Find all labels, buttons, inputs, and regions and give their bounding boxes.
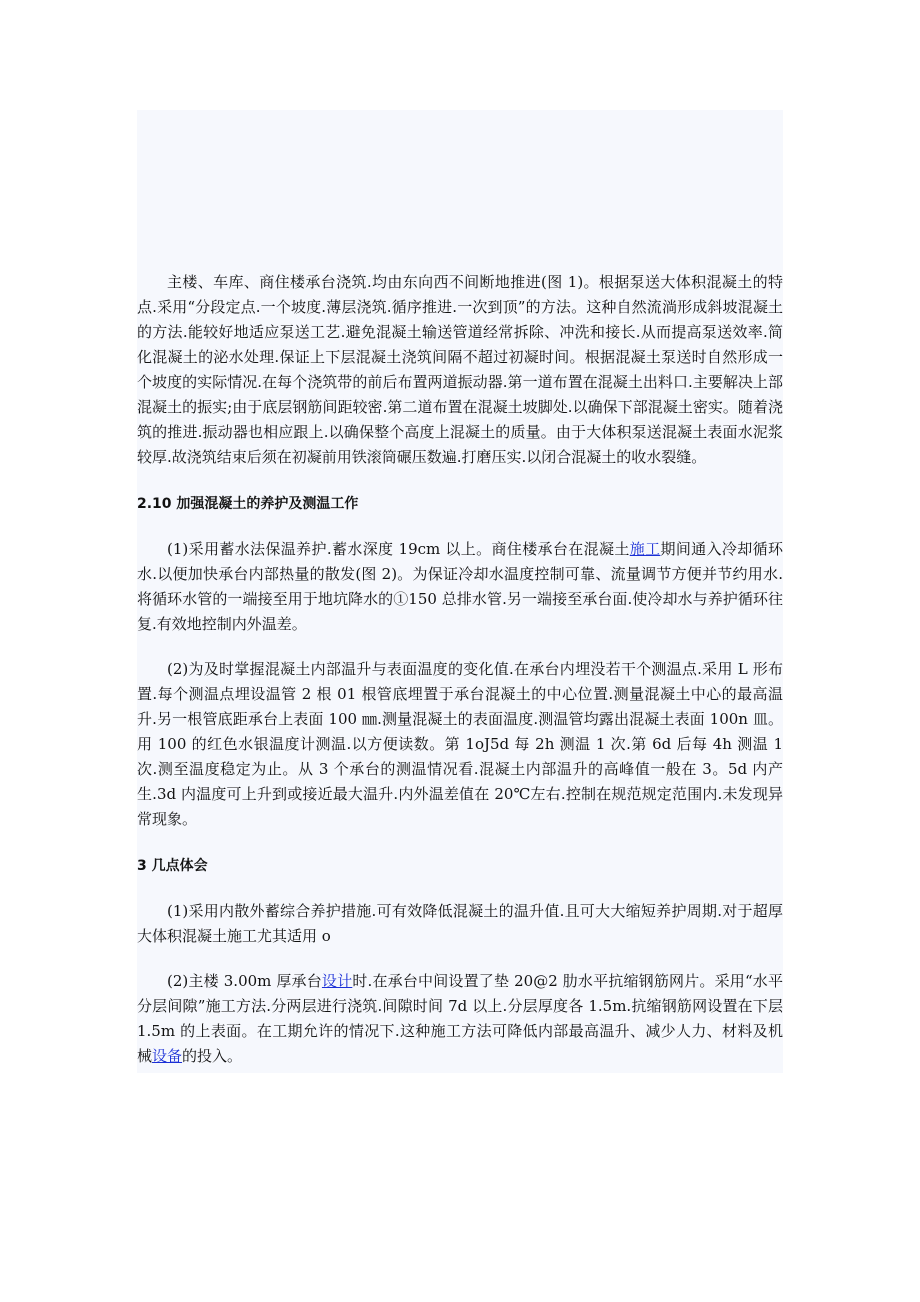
document-body <box>137 110 783 1073</box>
paragraph-text: 的投入。 <box>182 1047 243 1065</box>
paragraph-text: (2)主楼 3.00m 厚承台 <box>167 972 322 990</box>
paragraph-text: (1)采用蓄水法保温养护.蓄水深度 19cm 以上。商住楼承台在混凝土 <box>167 540 630 558</box>
paragraph-text: 时.在承台中间设置了垫 20@2 肋水平抗缩钢筋网片。采用“水平分层间隙”施工方法.分两层进行浇筑.间隙时间 7d 以上.分层厚度各 1.5m.抗缩钢筋网设置在下层 1.5m 的上表面。在工期允许的情况下.这种施工方法可降低内部最高温升、减少人力、材料及机械 <box>137 972 783 1065</box>
link-construction[interactable]: 施工 <box>629 540 661 558</box>
section-heading-2-10: 2.10 加强混凝土的养护及测温工作 <box>137 496 359 512</box>
paragraph-text: 期间通入冷却循环水.以便加快承台内部热量的散发(图 2)。为保证冷却水温度控制可靠、流量调节方便并节约用水.将循环水管的一端接至用于地坑降水的①150 总排水管.另一端接至承台面.使冷却水与养护循环往复.有效地控制内外温差。 <box>137 540 783 633</box>
paragraph-experience-1: (1)采用内散外蓄综合养护措施.可有效降低混凝土的温升值.且可大大缩短养护周期.对于超厚大体积混凝土施工尤其适用 o <box>137 902 783 945</box>
section-heading-3: 3 几点体会 <box>137 858 208 874</box>
paragraph-curing-1 <box>137 537 783 637</box>
paragraph-experience-2 <box>137 969 783 1069</box>
image-placeholder <box>137 110 783 270</box>
paragraph-pouring: 主楼、车库、商住楼承台浇筑.均由东向西不间断地推进(图 1)。根据泵送大体积混凝土的特点.采用“分段定点.一个坡度.薄层浇筑.循序推进.一次到顶”的方法。这种自然流淌形成斜坡混凝土的方法.能较好地适应泵送工艺.避免混凝土输送管道经常拆除、冲洗和接长.从而提高泵送效率.简化混凝土的泌水处理.保证上下层混凝土浇筑间隔不超过初凝时间。根据混凝土泵送时自然形成一个坡度的实际情况.在每个浇筑带的前后布置两道振动器.第一道布置在混凝土出料口.主要解决上部混凝土的振实;由于底层钢筋间距较密.第二道布置在混凝土坡脚处.以确保下部混凝土密实。随着浇筑的推进.振动器也相应跟上.以确保整个高度上混凝土的质量。由于大体积泵送混凝土表面水泥浆较厚.故浇筑结束后须在初凝前用铁滚筒碾压数遍.打磨压实.以闭合混凝土的收水裂缝。 <box>137 273 783 466</box>
paragraph-temperature-2: (2)为及时掌握混凝土内部温升与表面温度的变化值.在承台内埋没若干个测温点.采用 L 形布置.每个测温点埋设温管 2 根 01 根管底埋置于承台混凝土的中心位置.测量混凝土中心的最高温升.另一根管底距承台上表面 100 ㎜.测量混凝土的表面温度.测温管均露出混凝土表面 100n 皿。用 100 的红色水银温度计测温.以方便读数。第 1oJ5d 每 2h 测温 1 次.第 6d 后每 4h 测温 1 次.测至温度稳定为止。从 3 个承台的测温情况看.混凝土内部温升的高峰值一般在 3。5d 内产生.3d 内温度可上升到或接近最大温升.内外温差值在 20℃左右.控制在规范规定范围内.未发现异常现象。 <box>137 660 783 828</box>
link-equipment[interactable]: 设备 <box>152 1047 183 1065</box>
link-design[interactable]: 设计 <box>321 972 353 990</box>
